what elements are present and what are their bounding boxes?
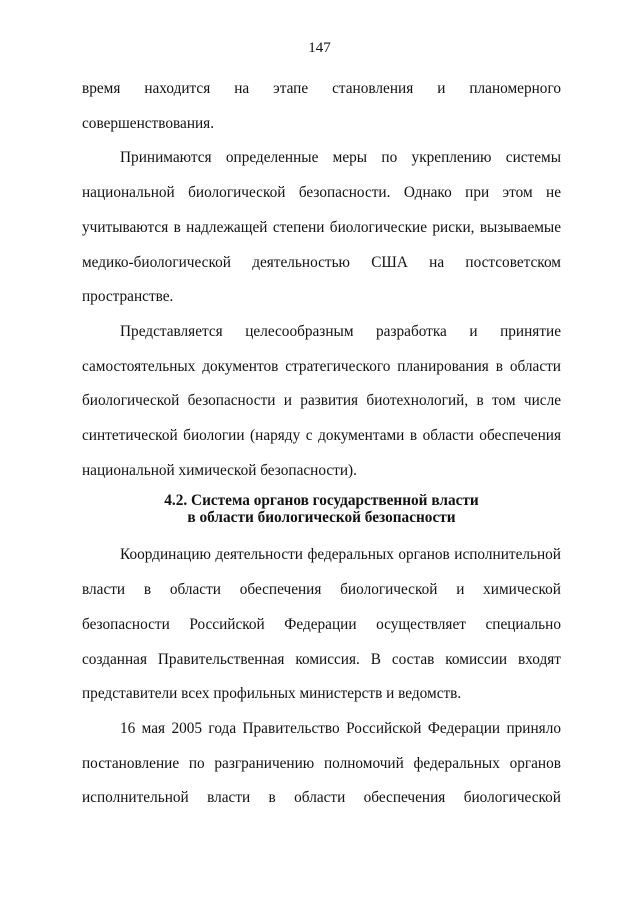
- document-body: [82, 72, 561, 816]
- paragraph-coordination: Координацию деятельности федеральных органов исполнительной власти в области обеспечения биологической и химической безопасности Российской Федерации осуществляет специально созданная Правительственная комиссия. В состав комиссии входят представители всех профильных министерств и ведомств.: [82, 546, 561, 703]
- paragraph-planning-documents: Представляется целесообразным разработка и принятие самостоятельных документов стратегического планирования в области биологической безопасности и развития биотехнологий, в том числе синтетической биологии (наряду с документами в области обеспечения национальной химической безопасности).: [82, 322, 561, 479]
- paragraph-resolution-2005: 16 мая 2005 года Правительство Российской Федерации приняло постановление по разграничению полномочий федеральных органов исполнительной власти в области обеспечения биологической: [82, 719, 561, 807]
- page-number: 147: [308, 40, 331, 56]
- paragraph-measures: Принимаются определенные меры по укреплению системы национальной биологической безопасности. Однако при этом не учитываются в надлежащей степени биологические риски, вызываемые медико-биологической деятельностью США на постсоветском пространстве.: [82, 149, 561, 306]
- section-heading: [82, 492, 561, 526]
- section-heading-line-1: 4.2. Система органов государственной власти: [164, 492, 479, 510]
- section-heading-line-2: в области биологической безопасности: [187, 509, 456, 527]
- paragraph-continuation: время находится на этапе становления и планомерного совершенствования.: [82, 80, 561, 132]
